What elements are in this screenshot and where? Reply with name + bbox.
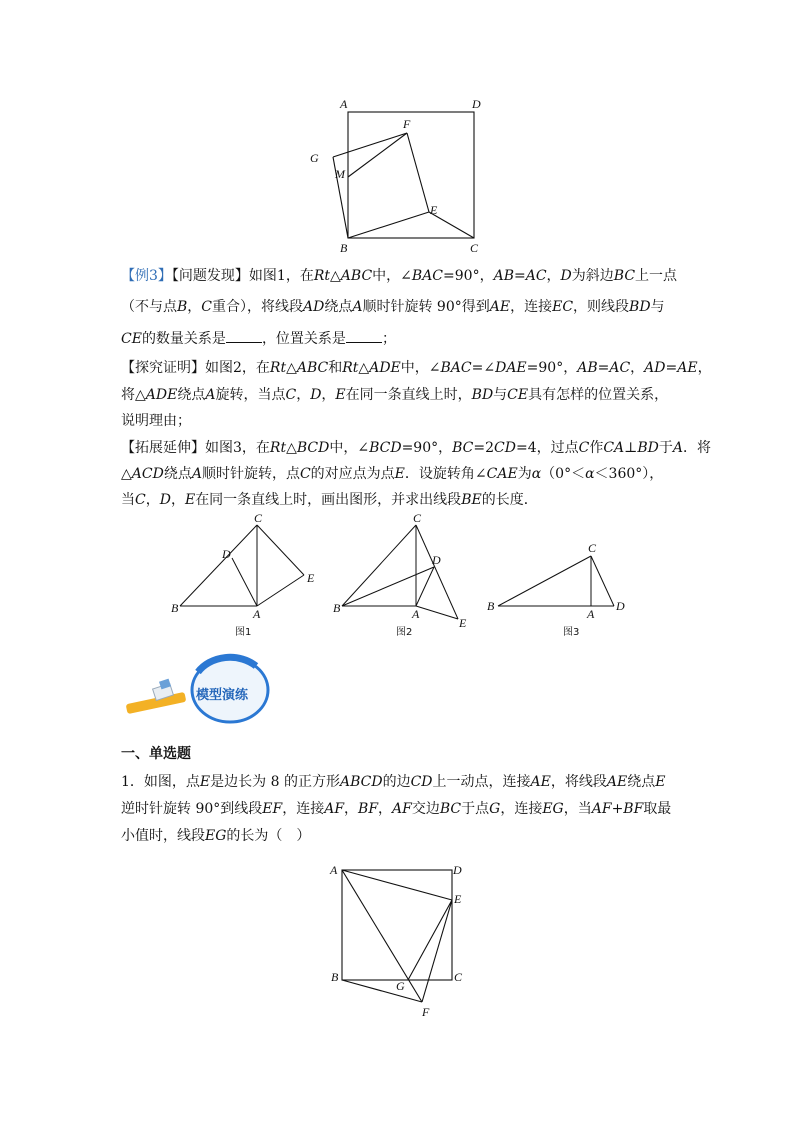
text: 上一动点，连接 (432, 774, 531, 790)
label-g: G (396, 979, 405, 993)
text: BF (358, 801, 379, 817)
text: ， (170, 492, 185, 508)
text: AF (392, 801, 412, 817)
text: 和 (328, 360, 343, 376)
text: ，位置关系是 (261, 331, 346, 347)
text: A (205, 387, 216, 403)
text: 如图1，在 (248, 268, 314, 284)
text: 在同一条直线上时，画出图形，并求出线段 (195, 492, 462, 508)
text: 当 (121, 492, 135, 508)
text: ，连接 (282, 801, 325, 817)
text: D (159, 492, 171, 508)
label-c: C (254, 511, 263, 525)
segment-ce (257, 525, 304, 575)
text: 绕点 (627, 774, 656, 790)
text: E (199, 774, 211, 790)
text: AF (324, 801, 345, 817)
text: AC (609, 360, 631, 376)
segment-af (342, 870, 422, 1002)
text: BCD (296, 440, 330, 456)
svg (322, 856, 482, 1021)
label-b: B (487, 599, 495, 613)
label-a: A (412, 607, 420, 621)
text: BD (629, 299, 651, 315)
text: Rt (269, 360, 287, 376)
label-a: A (587, 607, 595, 621)
text: ABCD (339, 774, 383, 790)
text: = (597, 360, 610, 376)
example-line-4 (121, 358, 712, 378)
text: ABC (340, 268, 373, 284)
svg (484, 540, 634, 640)
text: 具有怎样的位置关系， (528, 387, 669, 403)
text: ， (145, 492, 160, 508)
text: AF (591, 801, 612, 817)
text: + (611, 801, 624, 817)
top-figure-svg (300, 92, 500, 257)
text: 中，∠ (400, 360, 441, 376)
text: E (335, 387, 346, 403)
text: （不与点 (121, 299, 177, 315)
example-line-8 (121, 464, 681, 484)
text: A (672, 440, 683, 456)
text: 逆时针旋转 90°到线段 (121, 801, 263, 817)
text: BF (623, 801, 644, 817)
segment-eg (408, 900, 452, 980)
text: ， (378, 801, 393, 817)
example-line-9 (121, 490, 681, 510)
text: ABC (296, 360, 329, 376)
top-figure (300, 92, 500, 257)
segment-eb (348, 212, 429, 238)
text: ， (697, 360, 712, 376)
label-d: D (453, 863, 462, 877)
text: A (352, 299, 363, 315)
text: C (299, 466, 311, 482)
label-d: D (222, 547, 231, 561)
section-heading: 【问题发现】 (171, 268, 249, 284)
svg (166, 511, 326, 641)
text: CD (494, 440, 516, 456)
text: 重合），将线段 (212, 299, 304, 315)
segment-bc (342, 525, 416, 606)
label-e: E (454, 892, 462, 906)
label-d: D (472, 97, 481, 111)
text: G (489, 801, 501, 817)
text: E (184, 492, 196, 508)
text: ，当 (563, 801, 592, 817)
text: EF (262, 801, 283, 817)
question-1-figure (322, 856, 482, 1021)
label-e: E (459, 616, 467, 630)
text: =90°， (401, 440, 453, 456)
text: CAE (486, 466, 518, 482)
badge-label: 模型演练 (196, 688, 249, 703)
text: E (394, 466, 405, 482)
text: BD (637, 440, 659, 456)
text: △ (286, 360, 297, 376)
question-1-line-2 (121, 799, 681, 819)
text: EC (552, 299, 574, 315)
text: DAE (495, 360, 527, 376)
text: 绕点 (177, 387, 206, 403)
text: BAC (411, 268, 444, 284)
text: =4，过点 (515, 440, 579, 456)
figure-2-caption: 图2 (396, 627, 413, 638)
label-c: C (470, 241, 479, 255)
text: 于 (658, 440, 673, 456)
text: EG (542, 801, 564, 817)
label-b: B (340, 241, 348, 255)
text: 将△ (121, 387, 146, 403)
segment-ef (422, 900, 452, 1002)
text: （0°＜ (541, 466, 586, 482)
text: CD (410, 774, 433, 790)
segment-ea (257, 575, 304, 606)
text: 的对应点为点 (310, 466, 395, 482)
segment-gf (333, 133, 407, 157)
text: =∠ (471, 360, 496, 376)
figure-1 (166, 511, 326, 641)
text: 的数量关系是 (141, 331, 226, 347)
text: = (665, 360, 678, 376)
text: 如图3，在 (205, 440, 270, 456)
label-b: B (331, 970, 339, 984)
text: ⊥ (624, 440, 638, 456)
text: 于点 (461, 801, 490, 817)
example-line-3 (121, 328, 681, 349)
section-title: 一、单选题 (121, 746, 191, 762)
text: BCD (369, 440, 402, 456)
text: AC (525, 268, 547, 284)
text: α (531, 466, 542, 482)
label-a: A (340, 97, 348, 111)
label-c: C (413, 511, 422, 525)
text: ACD (131, 466, 164, 482)
example-line-1 (121, 266, 681, 286)
text: 中，∠ (372, 268, 412, 284)
text: AE (606, 774, 628, 790)
text: ， (296, 387, 311, 403)
segment-bc (498, 556, 591, 606)
text: BC (439, 801, 462, 817)
text: 取最 (643, 801, 672, 817)
text: AE (530, 774, 551, 790)
text: BD (471, 387, 494, 403)
label-b: B (333, 601, 341, 615)
text: 1．如图，点 (121, 774, 200, 790)
label-d: D (432, 553, 441, 567)
text: ； (381, 331, 396, 347)
text: 绕点 (324, 299, 353, 315)
segment-bd (342, 567, 434, 606)
text: 中，∠ (329, 440, 370, 456)
text: =2 (473, 440, 495, 456)
figure-1-caption: 图1 (235, 627, 252, 638)
segment-ae (342, 870, 452, 900)
text: A (191, 466, 202, 482)
text: AB (493, 268, 514, 284)
section-heading: 【探究证明】 (121, 360, 205, 376)
section-heading: 【拓展延伸】 (121, 440, 205, 456)
text: ，连接 (500, 801, 543, 817)
question-1-line-1 (121, 772, 681, 792)
text: BC (613, 268, 636, 284)
text: BAC (440, 360, 472, 376)
text: 的长度． (481, 492, 538, 508)
text: ADE (145, 387, 178, 403)
segment-ae (416, 606, 458, 619)
square-abcd (342, 870, 452, 980)
text: CE (121, 331, 142, 347)
label-m: M (335, 167, 345, 181)
text: 为 (517, 466, 532, 482)
text: 为斜边 (571, 268, 614, 284)
figure-2 (330, 511, 480, 641)
text: 与 (650, 299, 665, 315)
text: 作 (589, 440, 604, 456)
text: AE (489, 299, 511, 315)
figure-3 (484, 540, 634, 640)
text: 说明理由； (121, 413, 191, 429)
text: 小值时，线段 (121, 828, 205, 844)
text: ，则线段 (573, 299, 630, 315)
text: 的长为（ ） (226, 828, 311, 844)
svg (330, 511, 480, 641)
text: 顺时针旋转，点 (201, 466, 300, 482)
text: ，连接 (510, 299, 553, 315)
segment-bc (180, 525, 257, 606)
text: AB (577, 360, 598, 376)
example-line-6 (121, 411, 681, 431)
text: D (560, 268, 572, 284)
figure-3-caption: 图3 (563, 627, 580, 638)
label-f: F (403, 117, 411, 131)
text: △ (358, 360, 370, 376)
text: BC (452, 440, 474, 456)
label-f: F (422, 1005, 430, 1019)
text: Rt (313, 268, 331, 284)
text: ．将 (682, 440, 711, 456)
segment-mf (348, 133, 407, 177)
text: Rt (269, 440, 287, 456)
text: 旋转，当点 (215, 387, 286, 403)
text: 是边长为 8 的正方形 (210, 774, 340, 790)
text: ，将线段 (550, 774, 607, 790)
text: =90°， (443, 268, 494, 284)
answer-blank-1[interactable] (226, 328, 262, 343)
text: EG (205, 828, 227, 844)
text: =90°， (526, 360, 578, 376)
text: △ (330, 268, 341, 284)
segment-da (416, 567, 434, 606)
text: = (513, 268, 526, 284)
text: C (135, 492, 146, 508)
text: ， (546, 268, 561, 284)
text: AE (677, 360, 698, 376)
text: B (177, 299, 188, 315)
text: E (655, 774, 666, 790)
answer-blank-2[interactable] (346, 328, 382, 343)
text: 上一点 (635, 268, 678, 284)
text: ＜360°）， (594, 466, 664, 482)
text: 顺时针旋转 90°得到 (362, 299, 490, 315)
text: CA (603, 440, 625, 456)
text: C (201, 299, 213, 315)
square-abcd (348, 112, 474, 238)
text: △ (121, 466, 132, 482)
label-c: C (454, 970, 463, 984)
text: ．设旋转角∠ (404, 466, 487, 482)
label-a: A (253, 607, 261, 621)
label-b: B (171, 601, 179, 615)
example-line-7 (121, 438, 711, 458)
text: C (285, 387, 297, 403)
text: ADE (369, 360, 401, 376)
text: α (585, 466, 595, 482)
segment-cd (591, 556, 614, 606)
example-tag: 【例3】 (121, 268, 172, 284)
text: ， (344, 801, 359, 817)
text: CE (507, 387, 529, 403)
segment-bf (342, 980, 422, 1002)
text: 的边 (382, 774, 411, 790)
example-line-5 (121, 385, 681, 405)
segment-da (232, 558, 257, 606)
label-e: E (430, 203, 438, 217)
example-line-2 (121, 297, 681, 317)
text: AD (303, 299, 325, 315)
text: AD (644, 360, 666, 376)
text: ， (321, 387, 336, 403)
label-a: A (330, 863, 338, 877)
text: 与 (493, 387, 508, 403)
text: 交边 (411, 801, 440, 817)
label-g: G (310, 151, 319, 165)
text: Rt (342, 360, 359, 376)
text: 在同一条直线上时， (345, 387, 472, 403)
text: C (578, 440, 590, 456)
label-d: D (616, 599, 625, 613)
text: ， (630, 360, 645, 376)
label-c: C (588, 541, 597, 555)
question-1-line-3 (121, 826, 681, 846)
text: BE (461, 492, 482, 508)
label-e: E (307, 571, 315, 585)
text: 如图2，在 (205, 360, 270, 376)
text: 绕点 (163, 466, 192, 482)
text: ， (187, 299, 202, 315)
text: △ (286, 440, 297, 456)
segment-fe (407, 133, 429, 212)
text: D (310, 387, 322, 403)
